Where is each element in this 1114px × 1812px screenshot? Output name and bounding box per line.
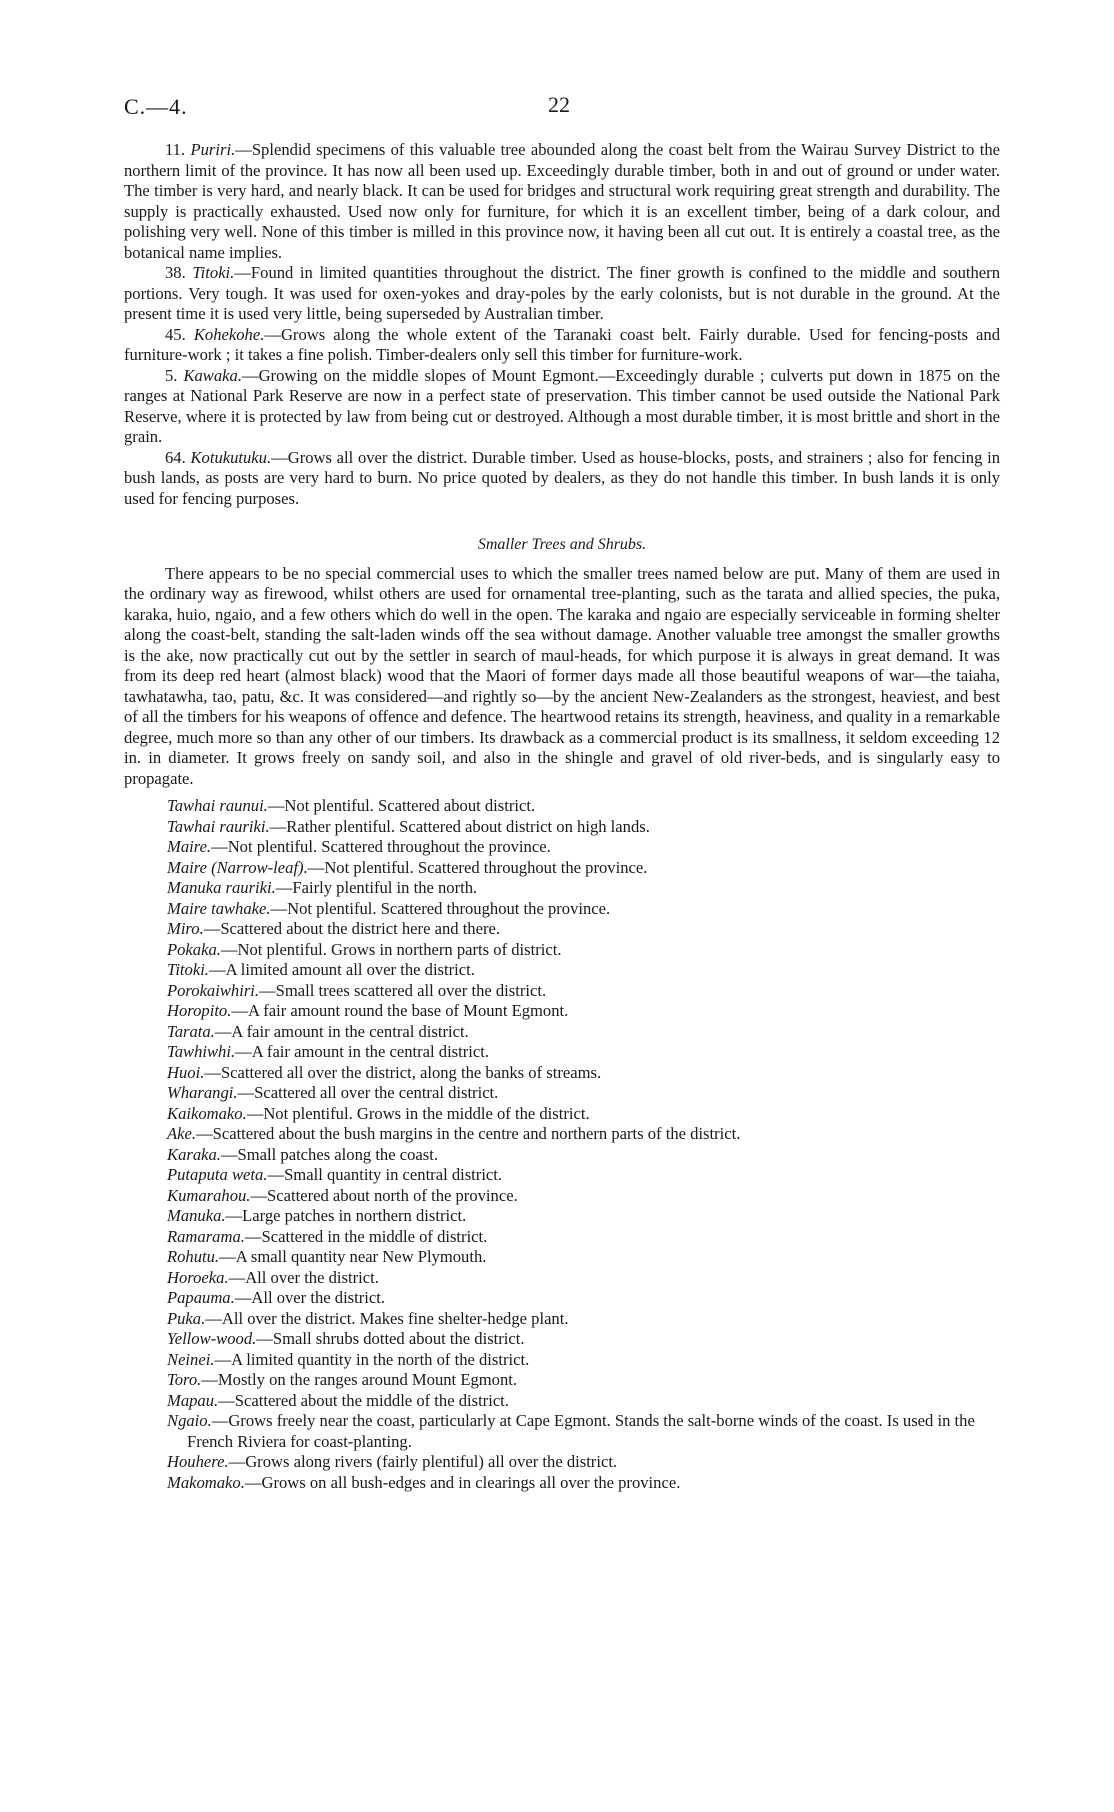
shrub-entry: [167, 940, 1000, 961]
shrub-text: —Grows on all bush-edges and in clearings all over the province.: [244, 1472, 681, 1492]
shrub-entry: [167, 1370, 1000, 1391]
shrub-entry: [167, 878, 1000, 899]
shrub-name: Neinei.: [167, 1349, 215, 1369]
shrub-entry: [167, 1350, 1000, 1371]
entry-name: Kawaka.: [183, 365, 242, 385]
shrub-name: Porokaiwhiri.: [167, 980, 260, 1000]
shrub-name: Horoeka.: [167, 1267, 229, 1287]
shrub-text: —Small trees scattered all over the district.: [259, 980, 547, 1000]
shrub-text: —Mostly on the ranges around Mount Egmont.: [201, 1370, 518, 1389]
entry-number: 64.: [165, 447, 186, 467]
shrub-name: Toro.: [167, 1370, 202, 1389]
shrub-text: —Not plentiful. Scattered about district.: [267, 796, 536, 815]
section-intro: There appears to be no special commercial uses to which the smaller trees named below are put. Many of them are used in the ordinary way as firewood, whilst others are used for ornamental tree-planting, such as the tarata and allied species, the puka, karaka, huio, ngaio, and a few others which do well in the open. The karaka and ngaio are especially serviceable in forming shelter along the coast-belt, standing the salt-laden winds off the sea without damage. Another valuable tree amongst the smaller growths is the ake, now practically cut out by the settler in search of maul-heads, for which purpose it is always in great demand. It was from its deep red heart (almost black) wood that the Maori of former days made all those beautiful weapons of war—the taiaha, tawhatawha, tao, patu, &c. It was considered—and rightly so—by the ancient New-Zealanders as the strongest, heaviest, and best of all the timbers for his weapons of offence and defence. The heartwood retains its strength, heaviness, and quality in a remarkable degree, much more so than any other of our timbers. Its drawback as a commercial product is its smallness, it seldom exceeding 12 in. in diameter. It grows freely on sandy soil, and also in the shingle and gravel of old river-beds, and is singularly easy to propagate.: [124, 563, 1000, 788]
shrub-text: —Small quantity in central district.: [267, 1165, 503, 1184]
shrub-text: —Scattered in the middle of district.: [244, 1226, 488, 1246]
shrub-text: —A limited amount all over the district.: [208, 960, 475, 979]
shrub-text: —Not plentiful. Grows in the middle of the district.: [246, 1103, 590, 1123]
shrub-entry: [167, 1391, 1000, 1412]
shrub-entry: [167, 1247, 1000, 1268]
shrub-text: —A fair amount in the central district.: [214, 1021, 469, 1041]
entry-number: 11.: [165, 140, 186, 159]
shrub-name: Mapau.: [167, 1390, 219, 1410]
entry-number: 5.: [165, 365, 178, 385]
shrub-text: —Grows freely near the coast, particularly at Cape Egmont. Stands the salt-borne winds of the coast. Is used in the French Riviera for coast-planting.: [187, 1411, 975, 1451]
shrub-entry: [167, 919, 1000, 940]
shrub-name: Rohutu.: [167, 1247, 220, 1266]
shrub-text: —All over the district.: [234, 1288, 386, 1307]
shrub-text: —Large patches in northern district.: [225, 1206, 467, 1225]
timber-entry-kawaka: [124, 366, 1000, 448]
shrub-entry: [167, 1309, 1000, 1330]
shrub-name: Houhere.: [167, 1452, 229, 1471]
shrub-list: [124, 796, 1000, 1493]
shrub-entry: [167, 899, 1000, 920]
section-title: Smaller Trees and Shrubs.: [477, 536, 647, 553]
shrub-entry: [167, 1083, 1000, 1104]
timber-entry-titoki: [124, 263, 1000, 325]
shrub-name: Wharangi.: [167, 1083, 238, 1102]
shrub-text: —Scattered about the middle of the district.: [218, 1390, 509, 1410]
shrub-entry: [167, 1063, 1000, 1084]
shrub-text: —A fair amount round the base of Mount Egmont.: [231, 1001, 569, 1020]
shrub-entry: [167, 1473, 1000, 1494]
shrub-entry: [167, 981, 1000, 1002]
shrub-name: Maire tawhake.: [167, 898, 271, 918]
shrub-entry: [167, 1022, 1000, 1043]
shrub-name: Makomako.: [167, 1472, 245, 1492]
shrub-name: Puka.: [167, 1308, 206, 1328]
timber-entry-kotukutuku: [124, 448, 1000, 510]
shrub-text: —A limited quantity in the north of the district.: [214, 1349, 530, 1369]
entry-text: —Grows along the whole extent of the Taranaki coast belt. Fairly durable. Used for fencing-posts and furniture-work ; it takes a fine polish. Timber-dealers only sell this timber for furniture-work.: [124, 324, 1000, 364]
page-header: [124, 94, 1004, 124]
document-reference: C.—4.: [124, 94, 188, 119]
shrub-text: —A small quantity near New Plymouth.: [219, 1247, 487, 1266]
shrub-entry: [167, 1206, 1000, 1227]
shrub-text: —Not plentiful. Scattered throughout the province.: [270, 898, 611, 918]
shrub-entry: [167, 796, 1000, 817]
timber-entry-kohekohe: [124, 325, 1000, 366]
shrub-name: Miro.: [167, 919, 204, 938]
shrub-name: Tarata.: [167, 1021, 215, 1041]
shrub-text: —Scattered about north of the province.: [250, 1185, 518, 1205]
shrub-entry: [167, 1268, 1000, 1289]
entry-name: Puriri.: [190, 140, 236, 159]
shrub-entry: [167, 1042, 1000, 1063]
entry-text: —Grows all over the district. Durable timber. Used as house-blocks, posts, and strainers ; also for fencing in bush lands, as posts are very hard to burn. No price quoted by dealers, as they do not handle this timber. In bush lands it is only used for fencing purposes.: [124, 447, 1000, 508]
shrub-entry: [167, 1001, 1000, 1022]
entry-number: 38.: [165, 263, 186, 282]
shrub-name: Titoki.: [167, 960, 209, 979]
shrub-entry: [167, 1329, 1000, 1350]
shrub-name: Manuka rauriki.: [167, 878, 276, 897]
shrub-entry: [167, 1165, 1000, 1186]
shrub-name: Yellow-wood.: [167, 1329, 257, 1348]
shrub-text: —Not plentiful. Scattered throughout the province.: [307, 857, 648, 877]
shrub-name: Pokaka.: [167, 939, 221, 959]
shrub-name: Ake.: [167, 1124, 197, 1143]
shrub-entry: [167, 1452, 1000, 1473]
shrub-text: —Small patches along the coast.: [220, 1144, 438, 1164]
shrub-text: —Scattered all over the district, along the banks of streams.: [204, 1062, 602, 1082]
shrub-name: Huoi.: [167, 1062, 205, 1082]
shrub-name: Ramarama.: [167, 1226, 245, 1246]
shrub-name: Kaikomako.: [167, 1103, 247, 1123]
shrub-text: —Scattered all over the central district.: [237, 1083, 499, 1102]
entry-name: Titoki.: [192, 263, 235, 282]
entry-text: —Found in limited quantities throughout the district. The finer growth is confined to the middle and southern portions. Very tough. It was used for oxen-yokes and dray-poles by the early colonists, but is not durable in the ground. At the present time it is used very little, being superseded by Australian timber.: [124, 263, 1000, 323]
page-body: [124, 140, 1000, 1493]
shrub-text: —All over the district. Makes fine shelter-hedge plant.: [205, 1308, 569, 1328]
shrub-name: Ngaio.: [167, 1411, 212, 1430]
shrub-entry: [167, 1186, 1000, 1207]
shrub-text: —Fairly plentiful in the north.: [275, 878, 478, 897]
shrub-name: Papauma.: [167, 1288, 235, 1307]
shrub-name: Manuka.: [167, 1206, 226, 1225]
shrub-name: Maire (Narrow-leaf).: [167, 857, 308, 877]
shrub-name: Karaka.: [167, 1144, 221, 1164]
shrub-entry: [167, 960, 1000, 981]
shrub-entry: [167, 1104, 1000, 1125]
shrub-text: —Grows along rivers (fairly plentiful) all over the district.: [228, 1452, 618, 1471]
shrub-entry: [167, 1227, 1000, 1248]
shrub-entry: [167, 858, 1000, 879]
shrub-name: Maire.: [167, 837, 212, 856]
shrub-name: Kumarahou.: [167, 1185, 251, 1205]
shrub-entry: [167, 837, 1000, 858]
shrub-text: —All over the district.: [228, 1267, 379, 1287]
shrub-entry: [167, 1411, 1000, 1452]
shrub-name: Tawhiwhi.: [167, 1042, 236, 1061]
shrub-text: —Scattered about the bush margins in the centre and northern parts of the district.: [196, 1124, 741, 1143]
entry-text: —Growing on the middle slopes of Mount Egmont.—Exceedingly durable ; culverts put down in 1875 on the ranges at National Park Reserve are now in a perfect state of preservation. This timber cannot be used outside the National Park Reserve, where it is protected by law from being cut or destroyed. Although a most durable timber, it is most brittle and short in the grain.: [124, 365, 1000, 446]
shrub-entry: [167, 1288, 1000, 1309]
shrub-text: —Not plentiful. Grows in northern parts of district.: [220, 939, 562, 959]
entry-text: —Splendid specimens of this valuable tree abounded along the coast belt from the Wairau Survey District to the northern limit of the province. It has now all been used up. Exceedingly durable timber, both in and out of ground or under water. The timber is very hard, and nearly black. It can be used for bridges and structural work requiring great strength and durability. The supply is practically exhausted. Used now only for furniture, for which it is an excellent timber, being of a dark colour, and polishing very well. None of this timber is milled in this province now, it having been all cut out. It is entirely a coastal tree, as the botanical name implies.: [124, 140, 1000, 262]
shrub-entry: [167, 817, 1000, 838]
shrub-text: —Rather plentiful. Scattered about district on high lands.: [269, 816, 650, 836]
shrub-text: —Small shrubs dotted about the district.: [256, 1329, 525, 1348]
timber-entry-puriri: [124, 140, 1000, 263]
entry-number: 45.: [165, 324, 186, 344]
shrub-name: Putaputa weta.: [167, 1165, 268, 1184]
shrub-name: Tawhai raunui.: [167, 796, 268, 815]
shrub-entry: [167, 1124, 1000, 1145]
shrub-entry: [167, 1145, 1000, 1166]
shrub-text: —Scattered about the district here and there.: [203, 919, 500, 938]
entry-name: Kohekohe.: [193, 324, 265, 344]
shrub-text: —Not plentiful. Scattered throughout the province.: [211, 837, 551, 856]
shrub-text: —A fair amount in the central district.: [235, 1042, 490, 1061]
page-number: 22: [548, 92, 570, 117]
shrub-name: Tawhai rauriki.: [167, 816, 270, 836]
shrub-name: Horopito.: [167, 1001, 232, 1020]
entry-name: Kotukutuku.: [190, 447, 272, 467]
